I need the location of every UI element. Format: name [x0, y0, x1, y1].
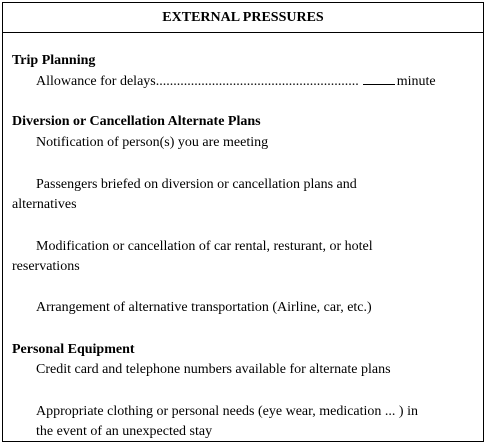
checklist-frame — [2, 2, 484, 442]
diversion-item-notification: Notification of person(s) you are meeting — [36, 135, 269, 150]
personal-item-clothing-line1: Appropriate clothing or personal needs (eye wear, medication ... ) in — [36, 404, 418, 419]
section-heading-personal-equipment: Personal Equipment — [12, 342, 135, 357]
section-heading-diversion: Diversion or Cancellation Alternate Plans — [12, 114, 261, 129]
diversion-item-passengers-line2: alternatives — [12, 197, 77, 212]
page-title: EXTERNAL PRESSURES — [3, 3, 483, 33]
personal-item-clothing-line2: the event of an unexpected stay — [36, 424, 213, 439]
minutes-blank-field[interactable] — [363, 70, 395, 85]
diversion-item-modification-line2: reservations — [12, 259, 80, 274]
diversion-item-modification-line1: Modification or cancellation of car rental, resturant, or hotel — [36, 239, 373, 254]
allowance-unit: minute — [396, 74, 436, 89]
allowance-dots: .......................................................... — [155, 74, 359, 89]
personal-item-credit-card: Credit card and telephone numbers available for alternate plans — [36, 362, 391, 377]
diversion-item-transportation: Arrangement of alternative transportation (Airline, car, etc.) — [36, 300, 372, 315]
allowance-for-delays-line — [36, 70, 436, 92]
allowance-label: Allowance for delays — [36, 74, 156, 89]
diversion-item-passengers-line1: Passengers briefed on diversion or cancellation plans and — [36, 177, 357, 192]
section-heading-trip-planning: Trip Planning — [12, 53, 96, 68]
